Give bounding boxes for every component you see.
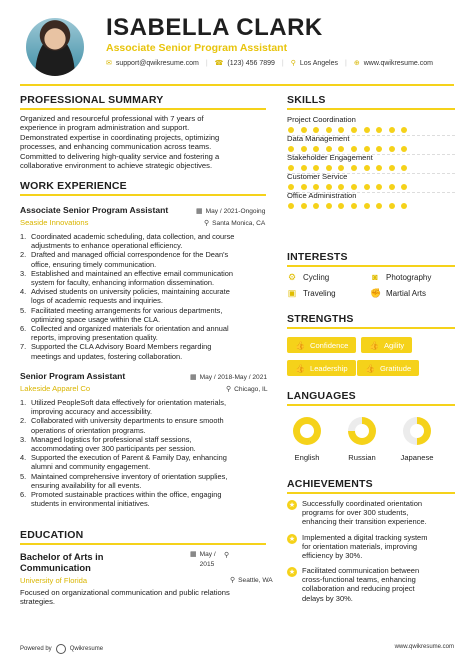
- interests-heading: INTERESTS: [287, 251, 348, 263]
- skills-underline: [287, 108, 455, 110]
- skill-dot: [389, 184, 395, 190]
- summary-line: Committed to delivering high-quality service and fostering a: [20, 151, 220, 161]
- languages-underline: [287, 404, 455, 406]
- job-dates-text: May / 2018-May / 2021: [199, 373, 268, 381]
- languages-heading: LANGUAGES: [287, 390, 356, 402]
- thumbs-up-icon: 👍: [295, 340, 305, 350]
- candidate-title: Associate Senior Program Assistant: [106, 42, 288, 54]
- job-title: Senior Program Assistant: [20, 371, 126, 381]
- contact-email[interactable]: support@qwikresume.com: [115, 59, 199, 67]
- strength-pill: 👍 Leadership: [287, 360, 356, 376]
- job-bullets: [20, 232, 272, 361]
- education-location-text: Seattle, WA: [238, 576, 273, 584]
- achievements-heading: ACHIEVEMENTS: [287, 478, 373, 490]
- job-bullet: 2. Collaborated with university departments to ensure smooth operations of orientation programs.: [20, 416, 224, 435]
- skill-dot: [351, 184, 357, 190]
- skill-dot: [326, 146, 332, 152]
- skills-heading: SKILLS: [287, 94, 326, 106]
- job-bullet: 5. Facilitated meeting arrangements for various departments, optimizing space usage within the CLA.: [20, 305, 223, 324]
- language-level-ring: [293, 417, 321, 445]
- interest-item: ✊ Martial Arts: [370, 288, 427, 298]
- skill-dot: [301, 165, 307, 171]
- job-bullets: [20, 398, 272, 508]
- header-divider: [20, 84, 454, 86]
- skill-dot: [326, 203, 332, 209]
- skill-dot: [288, 127, 294, 133]
- location-icon: ⚲: [224, 552, 230, 559]
- skill-dot: [338, 165, 344, 171]
- interest-item: ◙ Photography: [370, 272, 431, 282]
- language-name: Russian: [348, 453, 376, 462]
- skill-label: Project Coordination: [287, 115, 356, 124]
- experience-heading: WORK EXPERIENCE: [20, 180, 127, 192]
- skill-rating: [288, 165, 407, 171]
- skill-dot: [288, 184, 294, 190]
- language-item: [394, 417, 440, 462]
- skill-dot: [401, 146, 407, 152]
- skill-dot: [313, 203, 319, 209]
- bicycle-icon: ⚙: [287, 272, 297, 282]
- powered-by: [20, 644, 103, 654]
- skill-dot: [401, 165, 407, 171]
- job-bullet: 5. Maintained comprehensive inventory of orientation supplies, ensuring availability for all events.: [20, 471, 228, 490]
- contact-phone: (123) 456 7899: [227, 59, 275, 67]
- skill-dot: [288, 146, 294, 152]
- summary-line: Demonstrated expertise in coordinating projects, optimizing: [20, 132, 220, 142]
- job-location-text: Santa Monica, CA: [212, 219, 266, 227]
- language-item: [339, 417, 385, 462]
- language-level-ring: [348, 417, 376, 445]
- job-dates: [190, 373, 267, 381]
- education-school: University of Florida: [20, 576, 88, 585]
- summary-line: processes, and enhancing communication across teams.: [20, 142, 212, 152]
- contact-divider: |: [205, 59, 208, 67]
- job-company: Lakeside Apparel Co: [20, 384, 91, 393]
- education-line: strategies.: [20, 597, 56, 607]
- skill-dot: [313, 146, 319, 152]
- skill-label: Office Administration: [287, 191, 357, 200]
- camera-icon: ◙: [372, 272, 378, 282]
- summary-heading: PROFESSIONAL SUMMARY: [20, 94, 164, 106]
- language-level-ring: [403, 417, 431, 445]
- job-bullet: 6. Promoted sustainable practices within the office, engaging students in environmental initiatives.: [20, 490, 222, 509]
- skill-dot: [338, 203, 344, 209]
- skill-dot: [351, 203, 357, 209]
- job-bullet: 2. Drafted and managed official correspondence for the Dean's office, ensuring timely communication.: [20, 250, 229, 269]
- skill-dot: [401, 203, 407, 209]
- education-location: [230, 576, 273, 584]
- strength-pill: 👍 Gratitude: [357, 360, 419, 376]
- experience-underline: [20, 194, 266, 196]
- skill-dot: [313, 165, 319, 171]
- suitcase-icon: ▣: [287, 288, 297, 298]
- skill-dot: [338, 127, 344, 133]
- trophy-icon: ★: [288, 536, 296, 543]
- brand-name[interactable]: Qwikresume: [69, 646, 104, 652]
- skill-label: Stakeholder Engagement: [287, 153, 373, 162]
- skill-dot: [326, 165, 332, 171]
- skill-dot: [364, 127, 370, 133]
- degree-line: Communication: [20, 562, 91, 573]
- skill-dot: [351, 127, 357, 133]
- skill-dot: [351, 146, 357, 152]
- skill-dot: [301, 127, 307, 133]
- job-dates-text: May / 2021-Ongoing: [205, 207, 266, 215]
- contact-line: [106, 59, 433, 67]
- job-bullet: 3. Established and maintained an effective email communication system for faculty, enhancing information dissemination.: [20, 268, 233, 288]
- calendar-icon: ▦: [190, 374, 197, 381]
- skill-dot: [401, 184, 407, 190]
- skill-dot: [326, 127, 332, 133]
- skill-dot: [376, 203, 382, 209]
- resume-header: [0, 0, 474, 80]
- contact-location: Los Angeles: [299, 59, 339, 67]
- skill-dot: [401, 127, 407, 133]
- language-name: English: [294, 453, 320, 462]
- interest-item: ▣ Traveling: [287, 288, 336, 298]
- job-location: [226, 385, 268, 393]
- skill-label: Data Management: [287, 134, 350, 143]
- thumbs-up-icon: 👍: [369, 340, 379, 350]
- skill-rating: [288, 184, 407, 190]
- skill-dot: [313, 127, 319, 133]
- strengths-heading: STRENGTHS: [287, 313, 354, 325]
- achievements-underline: [287, 492, 455, 494]
- candidate-name: ISABELLA CLARK: [106, 14, 323, 41]
- skill-rating: [288, 203, 407, 209]
- skill-dot: [389, 146, 395, 152]
- summary-line: Organized and resourceful professional with 7 years of: [20, 114, 204, 123]
- strengths-underline: [287, 327, 455, 329]
- globe-icon: ⊕: [353, 60, 360, 67]
- trophy-icon: ★: [288, 569, 296, 576]
- profile-photo: [26, 18, 84, 76]
- skill-dot: [338, 184, 344, 190]
- skill-dot: [376, 184, 382, 190]
- skill-dot: [389, 203, 395, 209]
- degree-line: Bachelor of Arts in: [20, 551, 104, 562]
- education-degree: [20, 551, 104, 573]
- location-icon: ⚲: [290, 60, 296, 67]
- language-name: Japanese: [400, 453, 434, 462]
- trophy-icon: ★: [288, 502, 296, 509]
- skill-dot: [376, 127, 382, 133]
- education-location-pin: [224, 551, 232, 559]
- skill-dot: [364, 146, 370, 152]
- thumbs-up-icon: 👍: [295, 363, 305, 373]
- education-underline: [20, 543, 266, 545]
- education-heading: EDUCATION: [20, 529, 84, 541]
- qwikresume-logo-icon: [56, 644, 66, 654]
- summary-underline: [20, 108, 266, 110]
- skill-dot: [364, 203, 370, 209]
- calendar-icon: ▦: [190, 551, 197, 558]
- skill-dot: [351, 165, 357, 171]
- strength-pill: 👍 Confidence: [287, 337, 356, 353]
- skill-dot: [376, 146, 382, 152]
- skill-dot: [389, 165, 395, 171]
- job-bullet: 4. Advised students on university policies, maintaining accurate logs of academic requests and inquiries.: [20, 287, 230, 306]
- skill-dot: [338, 146, 344, 152]
- calendar-icon: ▦: [196, 208, 203, 215]
- skill-dot: [389, 127, 395, 133]
- education-description: [20, 588, 272, 607]
- job-bullet: 1. Coordinated academic scheduling, data collection, and course adjustments to enhance operational efficiency.: [20, 232, 235, 251]
- footer: [0, 640, 474, 660]
- interest-item: ⚙ Cycling: [287, 272, 330, 282]
- location-icon: ⚲: [204, 220, 210, 227]
- education-date-text: May / 2015: [199, 551, 216, 568]
- job-location: [204, 219, 265, 227]
- job-location-text: Chicago, IL: [234, 385, 268, 393]
- achievement-item: Facilitated communication between cross-functional teams, enhancing collaboration and reducing project delays by 30%.: [302, 566, 420, 603]
- language-item: [284, 417, 330, 462]
- skill-dot: [301, 146, 307, 152]
- skill-dot: [288, 165, 294, 171]
- skill-rating: [288, 146, 407, 152]
- phone-icon: ☎: [214, 60, 224, 67]
- skill-rating: [288, 127, 407, 133]
- education-date: [190, 550, 216, 570]
- job-bullet: 3. Managed logistics for professional staff sessions, accommodating over 300 participants per session.: [20, 434, 196, 454]
- job-bullet: 1. Utilized PeopleSoft data effectively for orientation materials, improving accuracy and accessibility.: [20, 398, 226, 417]
- skill-dot: [326, 184, 332, 190]
- summary-line: collaborative environment to achieve strategic objectives.: [20, 161, 213, 171]
- location-icon: ⚲: [226, 386, 232, 393]
- interests-underline: [287, 265, 455, 267]
- job-title: Associate Senior Program Assistant: [20, 205, 169, 215]
- skill-dot: [288, 203, 294, 209]
- powered-by-text: Powered by: [20, 646, 52, 652]
- contact-divider: |: [345, 59, 347, 67]
- summary-text: [20, 114, 270, 170]
- strength-pill: 👍 Agility: [361, 337, 412, 353]
- job-bullet: 6. Collected and organized materials for orientation and annual reports, improving presentation quality.: [20, 324, 229, 343]
- skill-dot: [301, 184, 307, 190]
- contact-divider: |: [281, 59, 284, 67]
- fist-icon: ✊: [370, 288, 382, 298]
- summary-line: experience in program administration and support.: [20, 123, 190, 133]
- skill-dot: [364, 165, 370, 171]
- skill-dot: [376, 165, 382, 171]
- skill-dot: [313, 184, 319, 190]
- skill-label: Customer Service: [287, 172, 348, 181]
- contact-website[interactable]: www.qwikresume.com: [363, 59, 433, 67]
- achievement-item: Successfully coordinated orientation programs for over 300 students, enhancing their transition experience.: [302, 499, 427, 527]
- job-bullet: 7. Supported the CLA Advisory Board Members regarding meetings and updates, fostering collaboration.: [20, 342, 212, 361]
- footer-url[interactable]: www.qwikresume.com: [394, 644, 454, 650]
- job-company: Seaside Innovations: [20, 218, 89, 227]
- job-dates: [196, 207, 265, 215]
- achievement-item: Implemented a digital tracking system for orientation materials, improving efficiency by 30%.: [302, 533, 428, 561]
- education-line: Focused on organizational communication and public relations: [20, 588, 230, 597]
- skill-dot: [301, 203, 307, 209]
- job-bullet: 4. Supported the execution of Parent & Family Day, enhancing alumni and community engagement.: [20, 453, 227, 472]
- email-icon: ✉: [106, 60, 112, 67]
- thumbs-up-icon: 👍: [365, 363, 375, 373]
- skill-dot: [364, 184, 370, 190]
- location-icon: ⚲: [230, 577, 236, 584]
